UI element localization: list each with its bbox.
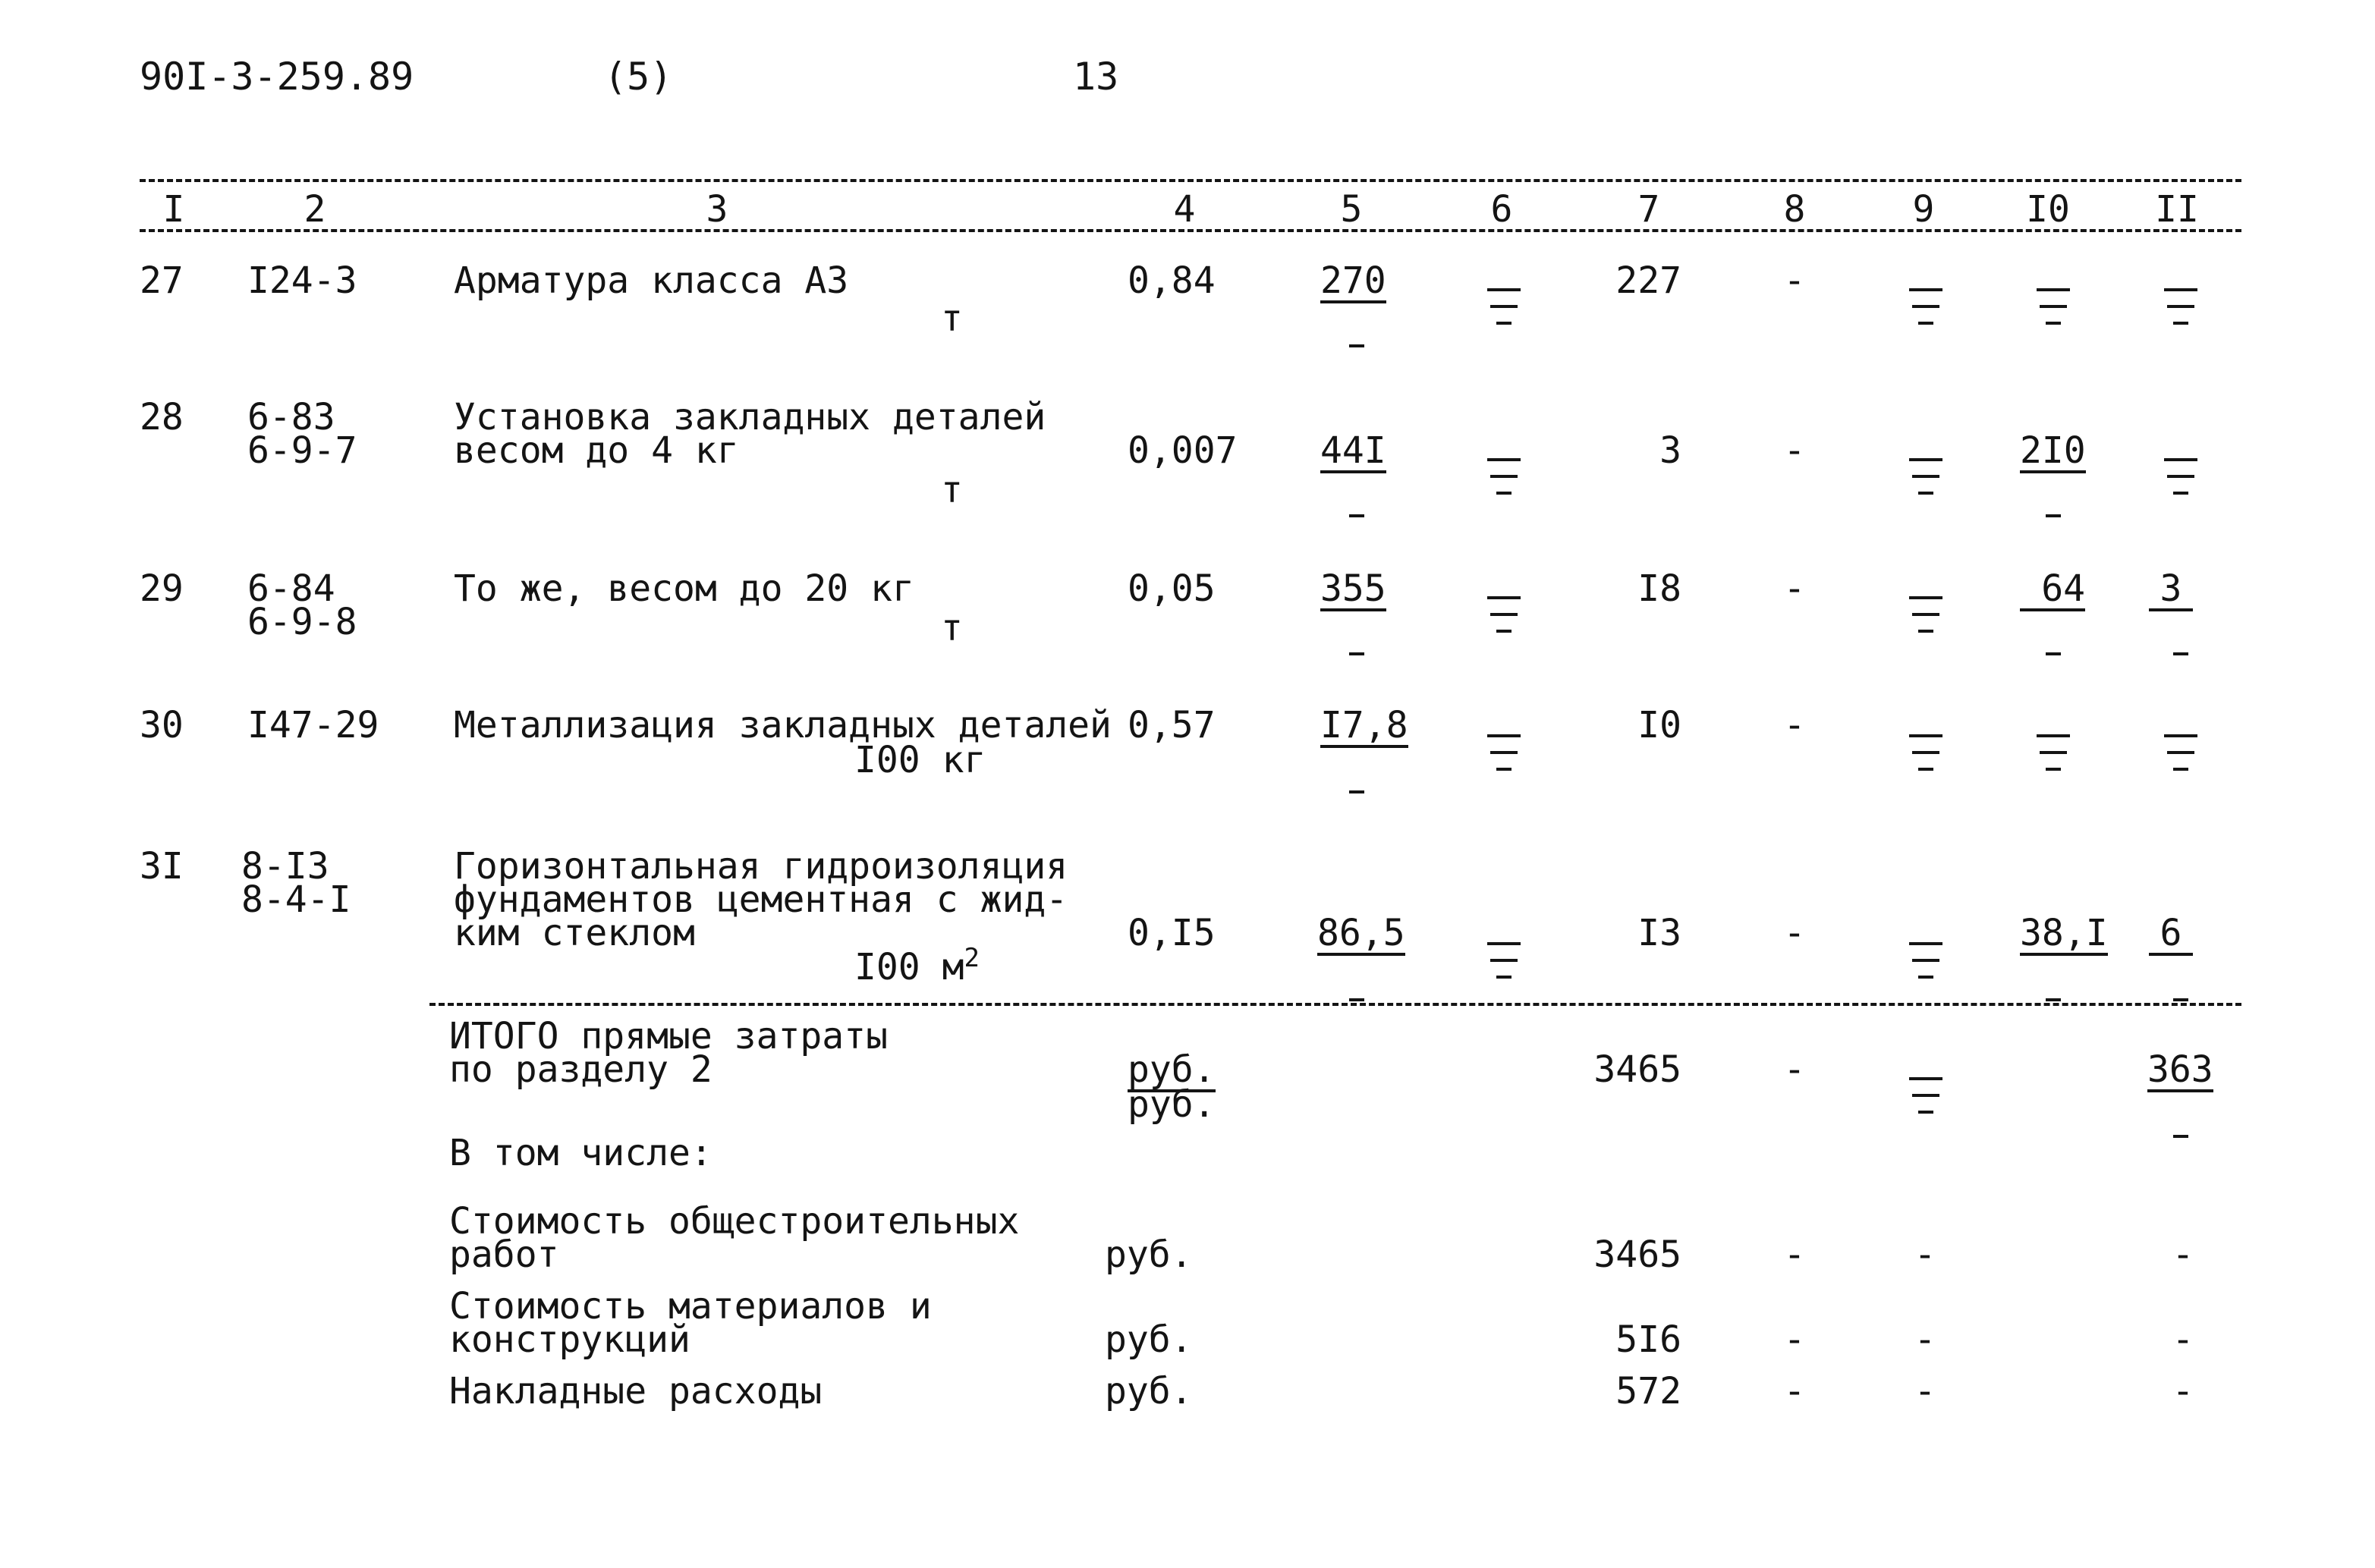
breakdown-unit: руб. [1105, 1233, 1193, 1276]
breakdown-col8: - [1783, 1318, 1806, 1361]
column-header-11: II [2155, 188, 2199, 231]
column-header-9: 9 [1912, 188, 1935, 231]
breakdown-unit: руб. [1105, 1318, 1193, 1361]
value-col10: 64 [2020, 570, 2085, 611]
norm-code-line-1: 6-83 [247, 396, 335, 438]
quantity: 0,57 [1128, 704, 1216, 746]
breakdown-col11: - [2172, 1318, 2194, 1361]
norm-code: I47-29 [247, 704, 379, 746]
row-number: 27 [140, 259, 184, 302]
value-col8: - [1783, 704, 1806, 746]
column-header-7: 7 [1637, 188, 1660, 231]
value-col5: 44I [1320, 429, 1386, 472]
quantity: 0,I5 [1128, 912, 1216, 954]
column-header-1: I [162, 188, 185, 231]
breakdown-unit: руб. [1105, 1370, 1193, 1412]
row-number: 30 [140, 704, 184, 746]
value-col5: I7,8 [1320, 704, 1408, 746]
row-number: 3I [140, 845, 184, 888]
value-col8: - [1783, 567, 1806, 610]
page-number: 13 [1073, 55, 1119, 99]
breakdown-col11: - [2172, 1370, 2194, 1412]
totals-label-line-2: по разделу 2 [449, 1048, 712, 1091]
value-col8: - [1783, 912, 1806, 954]
breakdown-col9: - [1914, 1370, 1936, 1412]
section-number: (5) [604, 55, 673, 99]
unit: I00 кг [854, 739, 986, 781]
breakdown-col8: - [1783, 1233, 1806, 1276]
column-header-3: 3 [706, 188, 728, 231]
column-header-2: 2 [304, 188, 326, 231]
norm-code-line-1: 6-84 [247, 567, 335, 610]
value-col5: 355 [1320, 567, 1386, 610]
work-name-line-3: ким стеклом [454, 912, 695, 954]
totals-unit-top: руб. [1128, 1048, 1216, 1091]
value-col8: - [1783, 259, 1806, 302]
header-top-rule [140, 179, 2241, 182]
column-header-10: I0 [2026, 188, 2070, 231]
breakdown-label-line-2: работ [449, 1233, 559, 1276]
document-code: 90I-3-259.89 [140, 55, 414, 99]
row-number: 29 [140, 567, 184, 610]
work-name-line-2: фундаментов цементная с жид- [454, 878, 1068, 921]
breakdown-col7: 3465 [1593, 1233, 1681, 1276]
unit: т [941, 607, 963, 649]
including-label: В том числе: [449, 1132, 712, 1174]
value-col7: 227 [1615, 259, 1681, 302]
norm-code-line-2: 6-9-8 [247, 601, 357, 643]
unit-superscript: 2 [964, 943, 980, 973]
work-name: Арматура класса А3 [454, 259, 849, 302]
work-name: Металлизация закладных деталей [454, 704, 1112, 746]
breakdown-col8: - [1783, 1370, 1806, 1412]
value-col7: I3 [1637, 912, 1681, 954]
work-name-line-2: весом до 4 кг [454, 429, 739, 472]
column-header-4: 4 [1173, 188, 1196, 231]
quantity: 0,84 [1128, 259, 1216, 302]
work-name: То же, весом до 20 кг [454, 567, 914, 610]
norm-code-line-2: 8-4-I [241, 878, 351, 921]
column-header-6: 6 [1490, 188, 1513, 231]
breakdown-col9: - [1914, 1318, 1936, 1361]
unit-text: I00 м [854, 946, 964, 988]
totals-unit-bottom: руб. [1128, 1083, 1216, 1126]
row-number: 28 [140, 396, 184, 438]
quantity: 0,05 [1128, 567, 1216, 610]
breakdown-label-line-1: Стоимость материалов и [449, 1285, 932, 1328]
breakdown-col9: - [1914, 1233, 1936, 1276]
value-col11: 3 [2149, 570, 2193, 611]
breakdown-label-line-2: конструкций [449, 1318, 690, 1361]
value-col7: 3 [1659, 429, 1681, 472]
value-col10: 38,I [2020, 912, 2108, 954]
unit [854, 943, 980, 988]
totals-col11: 363 [2147, 1048, 2213, 1091]
breakdown-col7: 572 [1615, 1370, 1681, 1412]
value-col11: 6 [2149, 915, 2193, 956]
work-name-line-1: Горизонтальная гидроизоляция [454, 845, 1068, 888]
totals-col7: 3465 [1593, 1048, 1681, 1091]
unit: т [941, 469, 963, 511]
value-col5: 86,5 [1317, 912, 1405, 954]
quantity: 0,007 [1128, 429, 1238, 472]
column-header-8: 8 [1783, 188, 1806, 231]
totals-label-line-1: ИТОГО прямые затраты [449, 1015, 888, 1057]
breakdown-col11: - [2172, 1233, 2194, 1276]
column-header-5: 5 [1340, 188, 1363, 231]
unit: т [941, 297, 963, 340]
norm-code: I24-3 [247, 259, 357, 302]
value-col10: 2I0 [2020, 429, 2086, 472]
breakdown-label-line-1: Стоимость общестроительных [449, 1200, 1020, 1243]
breakdown-col7: 5I6 [1615, 1318, 1681, 1361]
value-col8: - [1783, 429, 1806, 472]
value-col5: 270 [1320, 259, 1386, 302]
work-name-line-1: Установка закладных деталей [454, 396, 1046, 438]
value-col7: I0 [1637, 704, 1681, 746]
value-col7: I8 [1637, 567, 1681, 610]
norm-code-line-1: 8-I3 [241, 845, 329, 888]
norm-code-line-2: 6-9-7 [247, 429, 357, 472]
totals-separator-rule [429, 1003, 2241, 1006]
breakdown-label-line-1: Накладные расходы [449, 1370, 823, 1412]
totals-col8: - [1783, 1048, 1806, 1091]
